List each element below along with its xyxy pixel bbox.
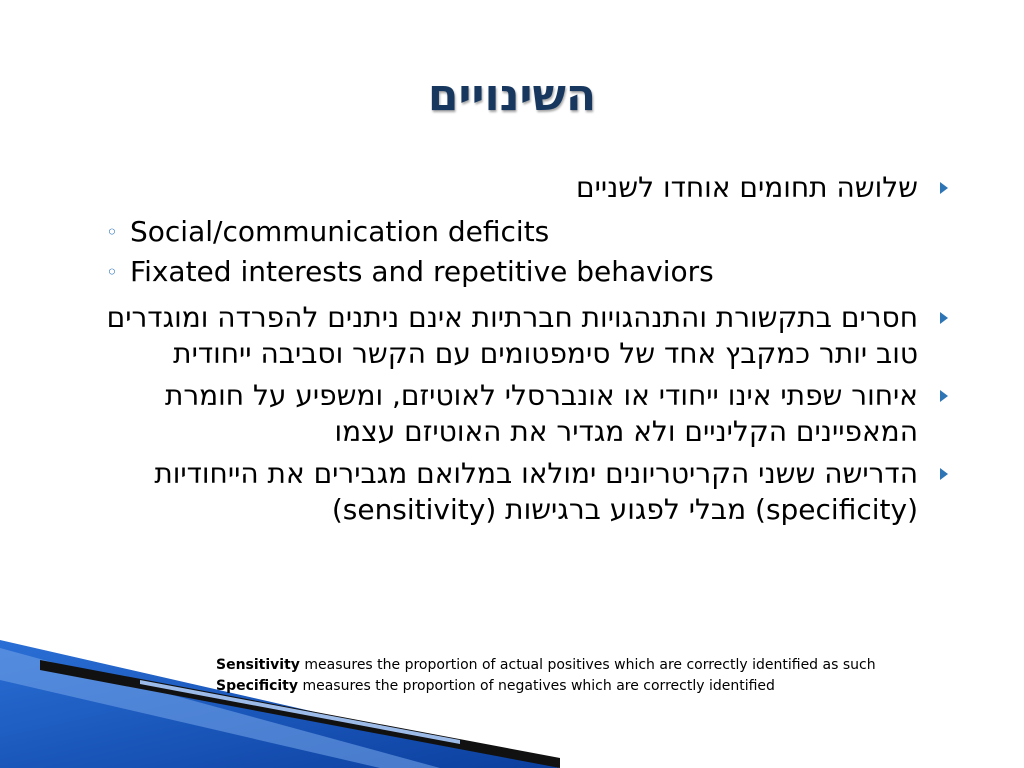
sensitivity-term: Sensitivity [216,657,300,673]
specificity-term: Specificity [216,678,298,694]
sub-bullet-item-1 [80,212,960,252]
sub-list [80,212,960,292]
sensitivity-definition [216,655,876,676]
triangle-bullet-icon [940,312,948,324]
bullet-item-4 [80,456,960,528]
bullet-text: חסרים בתקשורת והתנהגויות חברתיות אינם ניתנים להפרדה ומוגדרים טוב יותר כמקבץ אחד של סימפטומים עם הקשר וסביבה ייחודית [106,301,918,370]
bullet-text: שלושה תחומים אוחדו לשניים [575,171,918,204]
definitions-note [216,655,876,697]
specificity-text: measures the proportion of negatives which are correctly identified [298,678,775,694]
circle-bullet-icon: ◦ [106,260,118,284]
triangle-bullet-icon [940,468,948,480]
bullet-item-1 [80,170,960,206]
bullet-text: איחור שפתי אינו ייחודי או אונברסלי לאוטיזם, ומשפיע על חומרת המאפיינים הקליניים ולא מגדיר את האוטיזם עצמו [164,379,918,448]
bullet-item-2 [80,300,960,372]
circle-bullet-icon: ◦ [106,220,118,244]
slide-title: השינויים [427,70,597,121]
slide-body [80,170,960,534]
bullet-item-3 [80,378,960,450]
sub-bullet-item-2 [80,252,960,292]
triangle-bullet-icon [940,182,948,194]
bullet-text: הדרישה ששני הקריטריונים ימולאו במלואם מגבירים את הייחודיות (specificity) מבלי לפגוע ברגישות (sensitivity) [154,457,918,526]
triangle-bullet-icon [940,390,948,402]
sub-bullet-text: Fixated interests and repetitive behaviors [130,255,714,288]
sensitivity-text: measures the proportion of actual positives which are correctly identified as such [299,657,876,673]
specificity-definition [216,676,876,697]
sub-bullet-text: Social/communication deficits [130,215,550,248]
